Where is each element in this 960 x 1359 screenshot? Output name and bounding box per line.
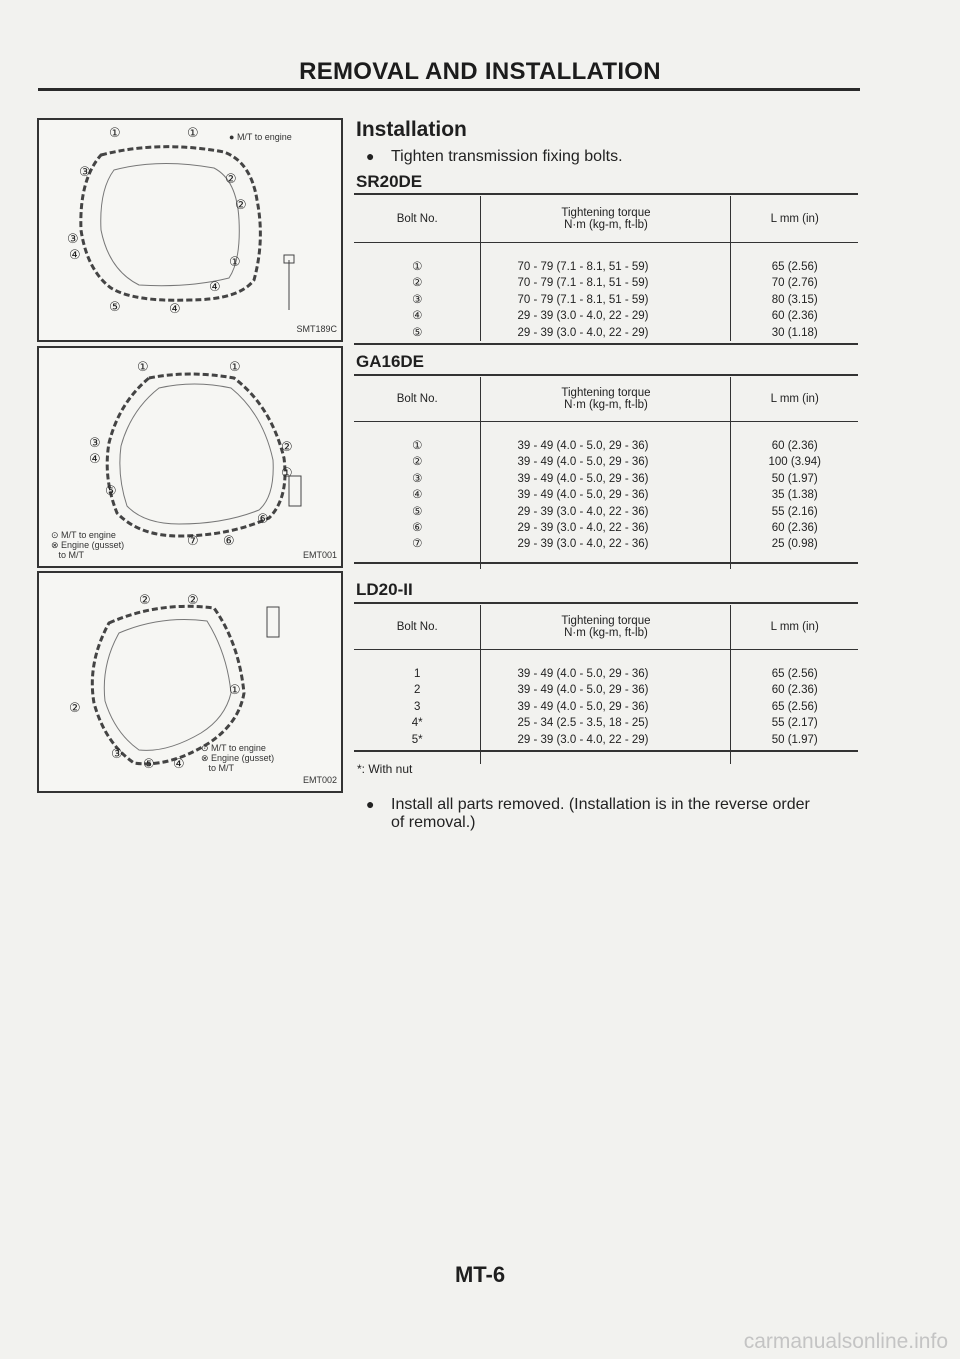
torque-table-ga16de [354,377,858,569]
bolt-4-callout: ④ [173,757,185,772]
fig1-code: SMT189C [296,324,337,334]
table-row: ① 39 - 49 (4.0 - 5.0, 29 - 36) 60 (2.36) [354,438,858,454]
table-rule [354,750,858,752]
bolt-2-callout: ② [225,172,237,187]
table-row: ① 70 - 79 (7.1 - 8.1, 51 - 59) 65 (2.56) [354,259,858,275]
bolt-5-callout: ⑤ [109,300,121,315]
header-bolt: Bolt No. [354,196,481,242]
torque-table-ld20 [354,605,858,764]
header-torque: Tightening torque N·m (kg-m, ft-lb) [481,377,731,421]
bolt-2-callout: ② [281,440,293,455]
header-torque: Tightening torque N·m (kg-m, ft-lb) [481,196,731,242]
table-rule [354,562,858,564]
fig3-code: EMT002 [302,775,337,785]
bell-housing-diagram-1 [39,120,341,340]
bolt-5-callout: ⑤ [105,484,117,499]
header-bolt: Bolt No. [354,605,481,649]
bolt-5-callout: ⑤ [143,757,155,772]
header-length: L mm (in) [731,605,858,649]
figure-ld20-bolts [37,571,343,793]
bullet-dot: ● [366,148,375,164]
table-row: ④ 39 - 49 (4.0 - 5.0, 29 - 36) 35 (1.38) [354,487,858,503]
fig2-code: EMT001 [302,550,337,560]
fig1-legend: ● M/T to engine [229,132,292,142]
bolt-6-callout: ⑥ [257,512,269,527]
engine-label-sr20de: SR20DE [356,172,423,191]
bolt-2-callout: ② [187,593,199,608]
table-row: ④ 29 - 39 (3.0 - 4.0, 22 - 29) 60 (2.36) [354,308,858,324]
bolt-3-callout: ③ [89,436,101,451]
bolt-2-callout: ② [139,593,151,608]
figure-sr20de-bolts [37,118,343,342]
table-rule [354,193,858,195]
table-rule [354,374,858,376]
table-row: ② 70 - 79 (7.1 - 8.1, 51 - 59) 70 (2.76) [354,275,858,291]
table-row: 3 39 - 49 (4.0 - 5.0, 29 - 36) 65 (2.56) [354,699,858,715]
page-number: MT-6 [454,1262,506,1287]
table-row: ⑥ 29 - 39 (3.0 - 4.0, 22 - 36) 60 (2.36) [354,520,858,536]
header-length: L mm (in) [731,196,858,242]
header-bolt: Bolt No. [354,377,481,421]
table-row: ⑤ 29 - 39 (3.0 - 4.0, 22 - 36) 55 (2.16) [354,504,858,520]
bolt-4-callout: ④ [89,452,101,467]
bolt-4-callout: ④ [169,302,181,317]
table-row: ② 39 - 49 (4.0 - 5.0, 29 - 36) 100 (3.94) [354,454,858,470]
bolt-2-callout: ② [69,701,81,716]
title-rule [38,88,860,91]
bolt-1-callout: ① [281,466,293,481]
bullet-dot: ● [366,796,375,812]
table-row: 5* 29 - 39 (3.0 - 4.0, 22 - 29) 50 (1.97) [354,732,858,748]
footnote: *: With nut [357,762,413,776]
header-length: L mm (in) [731,377,858,421]
table-row: ③ 70 - 79 (7.1 - 8.1, 51 - 59) 80 (3.15) [354,292,858,308]
section-heading: Installation [356,118,467,141]
bolt-1-callout: ① [109,126,121,141]
table-row: ③ 39 - 49 (4.0 - 5.0, 29 - 36) 50 (1.97) [354,471,858,487]
table-row: 2 39 - 49 (4.0 - 5.0, 29 - 36) 60 (2.36) [354,682,858,698]
bolt-1-callout: ① [187,126,199,141]
table-row: 1 39 - 49 (4.0 - 5.0, 29 - 36) 65 (2.56) [354,666,858,682]
table-row: ⑦ 29 - 39 (3.0 - 4.0, 22 - 36) 25 (0.98) [354,536,858,552]
bolt-2-callout: ② [235,198,247,213]
table-row: ⑤ 29 - 39 (3.0 - 4.0, 22 - 29) 30 (1.18) [354,325,858,341]
table-rule [354,602,858,604]
fig2-legend: ⊙ M/T to engine ⊗ Engine (gusset) to M/T [51,530,125,560]
table-row: 4* 25 - 34 (2.5 - 3.5, 18 - 25) 55 (2.17) [354,715,858,731]
bolt-1-callout: ① [137,360,149,375]
bolt-3-callout: ③ [67,232,79,247]
engine-label-ld20: LD20-II [356,580,413,599]
bolt-3-callout: ③ [79,165,91,180]
bolt-4-callout: ④ [69,248,81,263]
bolt-6-callout: ⑥ [223,534,235,549]
bolt-4-callout: ④ [209,280,221,295]
bolt-7-callout: ⑦ [187,534,199,549]
bolt-1-callout: ① [229,255,241,270]
fig3-legend: ⊙ M/T to engine ⊗ Engine (gusset) to M/T [201,743,275,773]
table-rule [354,343,858,345]
header-torque: Tightening torque N·m (kg-m, ft-lb) [481,605,731,649]
bolt-1-callout: ① [229,360,241,375]
figure-ga16de-bolts [37,346,343,568]
torque-table-sr20de [354,196,858,341]
page-title: REMOVAL AND INSTALLATION [299,58,661,85]
bolt-1-callout: ① [229,683,241,698]
bolt-3-callout: ③ [111,747,123,762]
engine-label-ga16de: GA16DE [356,352,425,371]
watermark: carmanualsonline.info [743,1330,948,1353]
